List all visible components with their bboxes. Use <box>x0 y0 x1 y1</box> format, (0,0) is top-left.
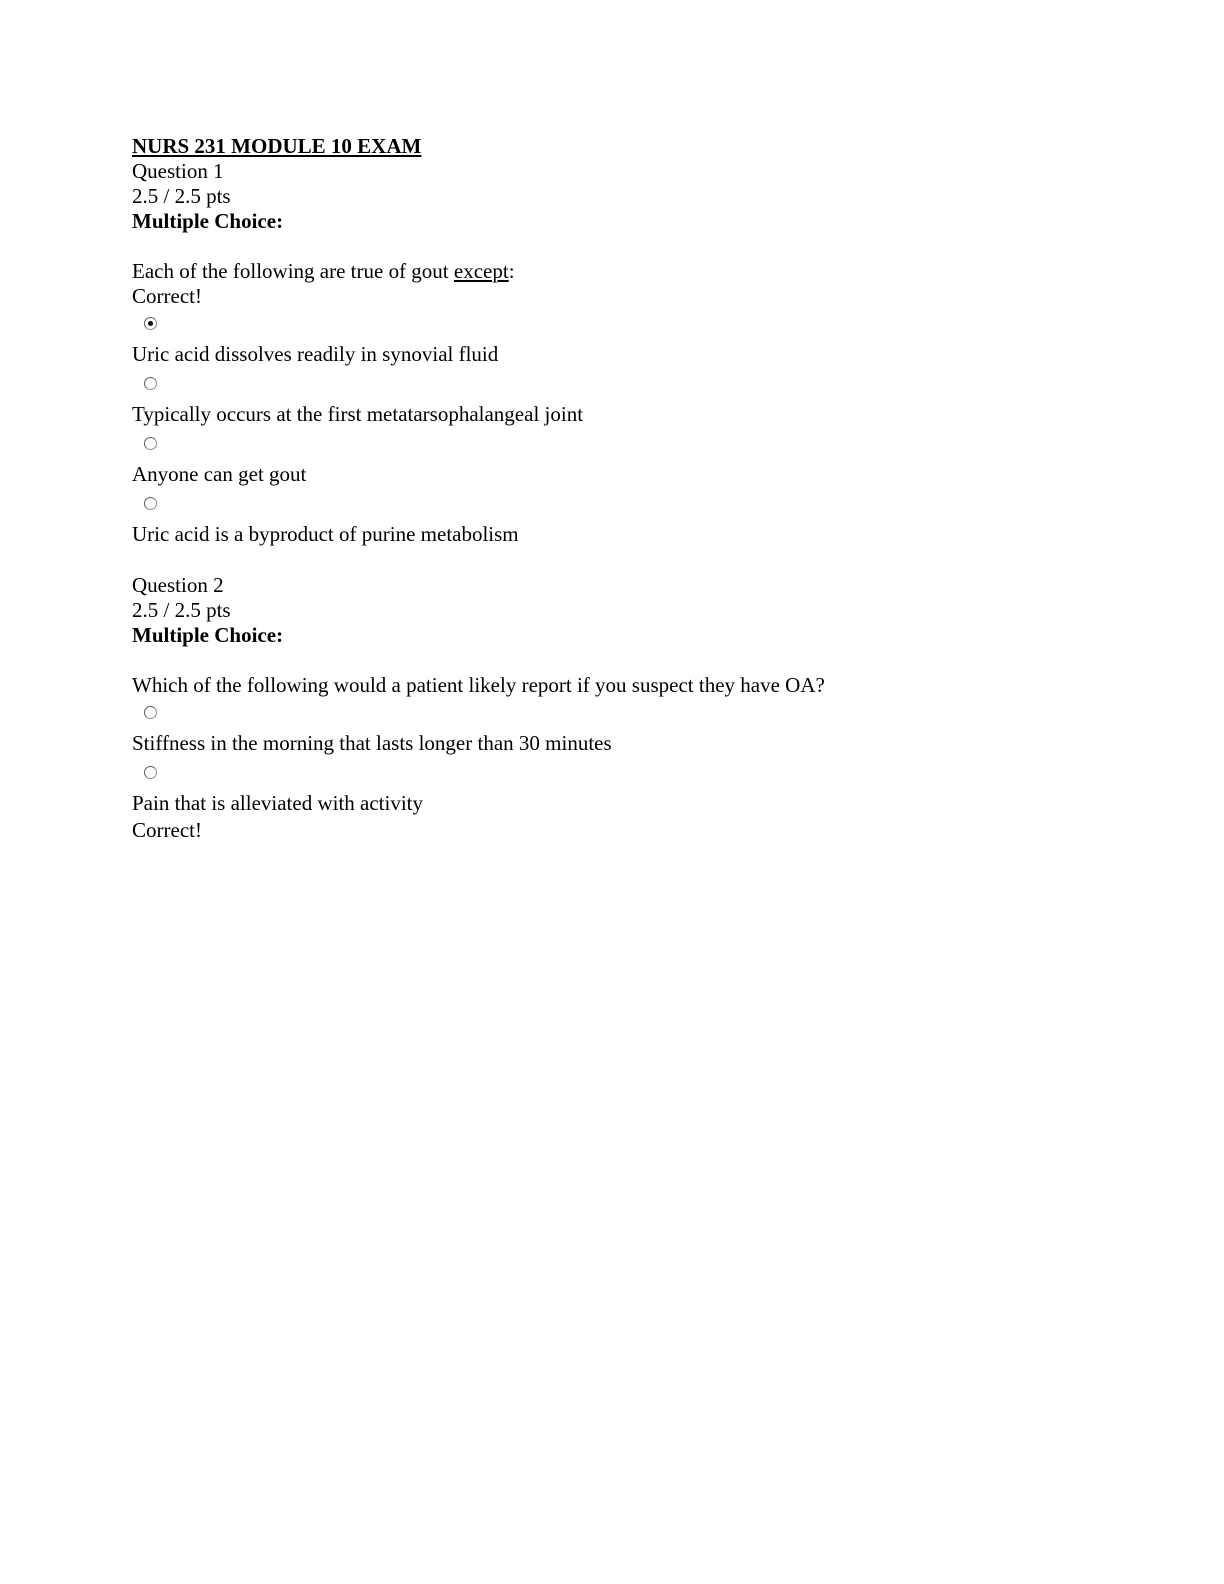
option-text: Typically occurs at the first metatarsophalangeal joint <box>132 402 584 426</box>
question-type: Multiple Choice: <box>132 623 284 647</box>
option-radio[interactable] <box>144 706 157 719</box>
option-radio[interactable] <box>144 766 157 779</box>
question-points: 2.5 / 2.5 pts <box>132 184 231 208</box>
question-prompt: Each of the following are true of gout except: <box>132 259 515 283</box>
question-prompt: Which of the following would a patient likely report if you suspect they have OA? <box>132 673 825 697</box>
option-text: Anyone can get gout <box>132 462 307 486</box>
question-points: 2.5 / 2.5 pts <box>132 598 231 622</box>
question-label: Question 2 <box>132 573 224 597</box>
option-text: Stiffness in the morning that lasts longer than 30 minutes <box>132 731 612 755</box>
question-1 <box>132 159 1092 549</box>
option-text: Uric acid is a byproduct of purine metabolism <box>132 522 519 546</box>
question-label: Question 1 <box>132 159 224 183</box>
feedback-correct: Correct! <box>132 284 202 308</box>
feedback-correct: Correct! <box>132 818 202 842</box>
option-text: Pain that is alleviated with activity <box>132 791 424 815</box>
exam-document <box>132 134 1092 843</box>
option-radio[interactable] <box>144 497 157 510</box>
option-radio-selected[interactable] <box>144 317 157 330</box>
question-2 <box>132 573 1092 843</box>
exam-title: NURS 231 MODULE 10 EXAM <box>132 134 422 158</box>
option-radio[interactable] <box>144 437 157 450</box>
prompt-emphasis: except <box>453 259 509 283</box>
question-type: Multiple Choice: <box>132 209 284 233</box>
option-text: Uric acid dissolves readily in synovial fluid <box>132 342 499 366</box>
option-radio[interactable] <box>144 377 157 390</box>
